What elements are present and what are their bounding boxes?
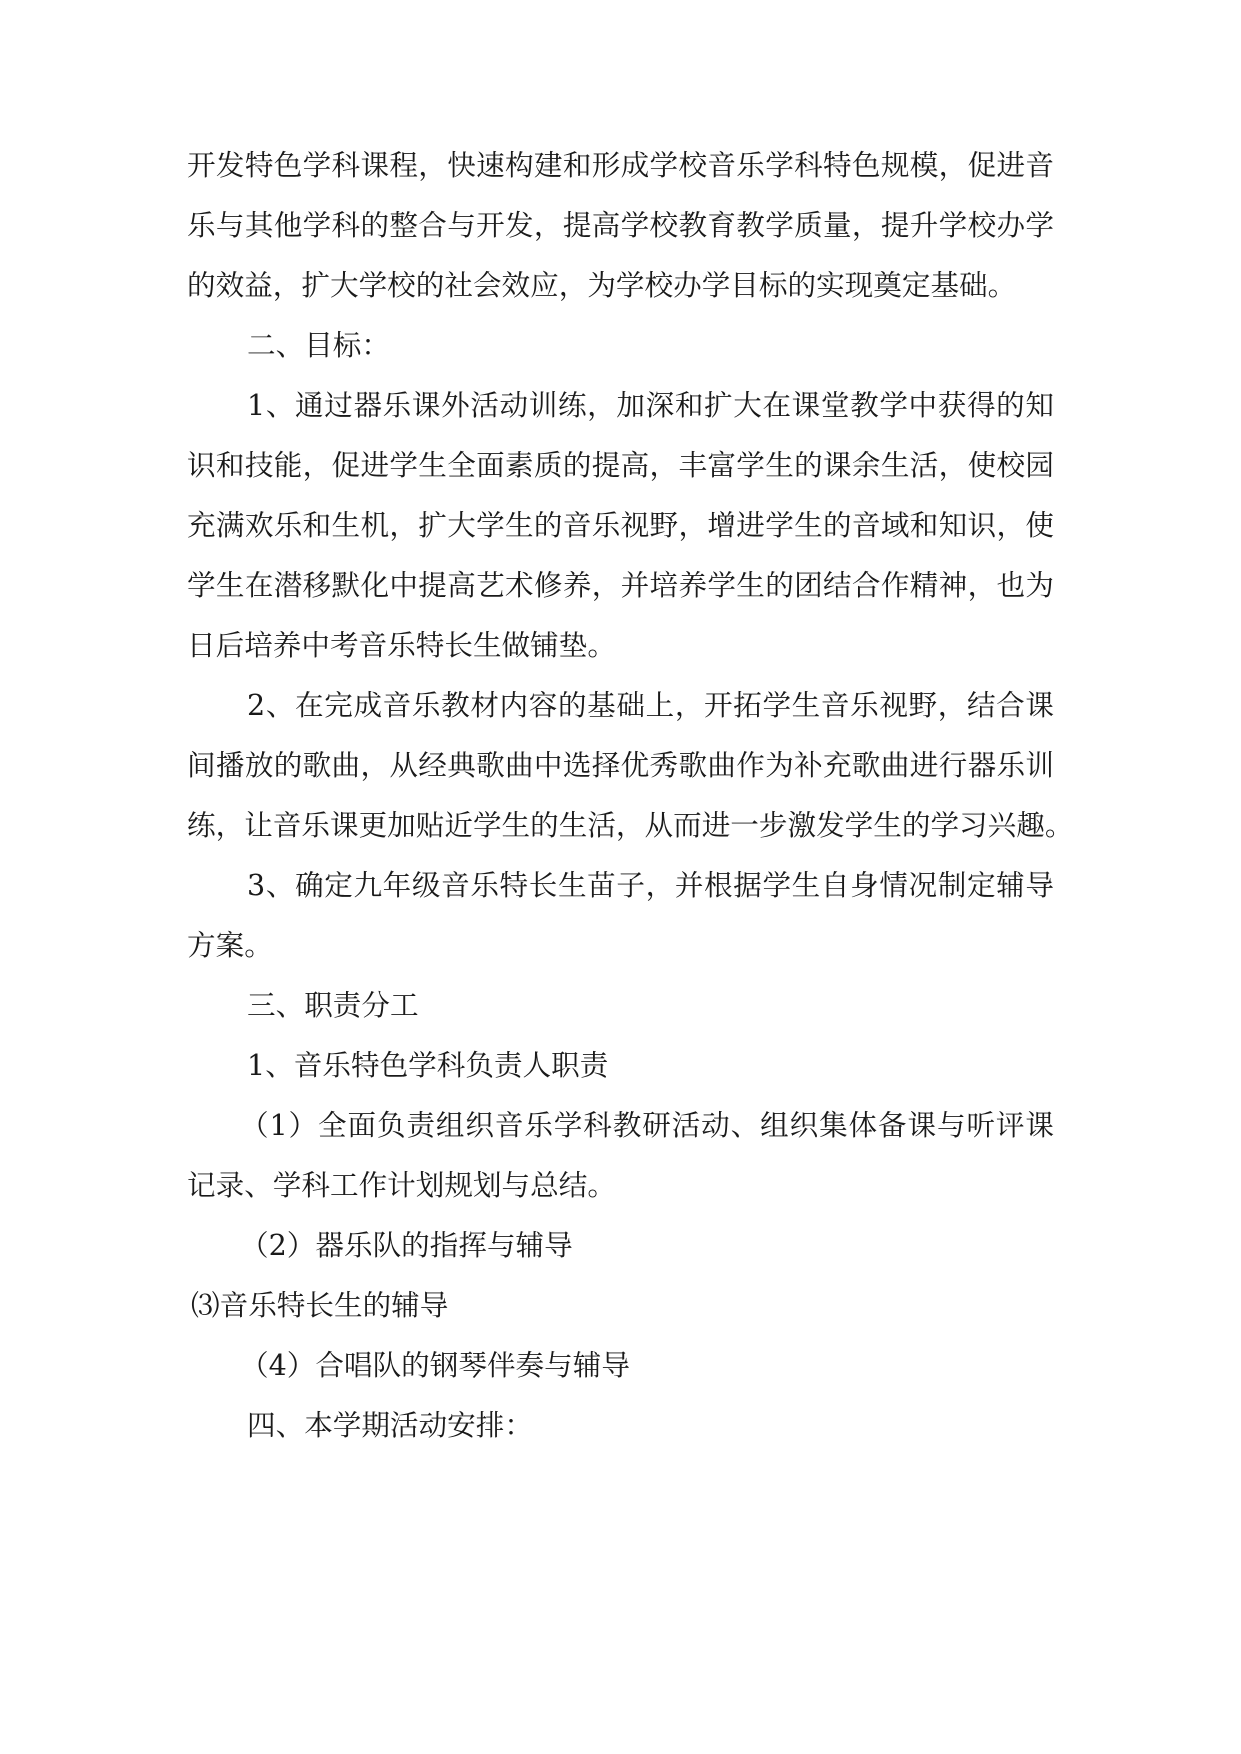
subheading-lead-duties: 1、音乐特色学科负责人职责 <box>247 1048 609 1082</box>
paragraph-line: 方案。 <box>187 928 273 962</box>
paragraph-line: 3、确定九年级音乐特长生苗子，并根据学生自身情况制定辅导 <box>247 868 1054 902</box>
list-item: ⑶音乐特长生的辅导 <box>191 1288 449 1322</box>
paragraph-line: 记录、学科工作计划规划与总结。 <box>187 1168 616 1202</box>
list-item: （1）全面负责组织音乐学科教研活动、组织集体备课与听评课 <box>240 1108 1054 1142</box>
section-heading-duties: 三、职责分工 <box>247 988 419 1022</box>
paragraph-line: 1、通过器乐课外活动训练，加深和扩大在课堂教学中获得的知 <box>247 388 1054 422</box>
paragraph-line: 乐与其他学科的整合与开发，提高学校教育教学质量，提升学校办学 <box>187 208 1054 242</box>
list-item: （4）合唱队的钢琴伴奏与辅导 <box>240 1348 630 1382</box>
list-item: （2）器乐队的指挥与辅导 <box>240 1228 573 1262</box>
paragraph-line: 学生在潜移默化中提高艺术修养，并培养学生的团结合作精神，也为 <box>187 568 1054 602</box>
paragraph-line: 的效益，扩大学校的社会效应，为学校办学目标的实现奠定基础。 <box>187 268 1017 302</box>
section-heading-goals: 二、目标： <box>247 328 390 362</box>
paragraph-line: 练，让音乐课更加贴近学生的生活，从而进一步激发学生的学习兴趣。 <box>187 808 1074 842</box>
paragraph-line: 2、在完成音乐教材内容的基础上，开拓学生音乐视野，结合课 <box>247 688 1054 722</box>
paragraph-line: 间播放的歌曲，从经典歌曲中选择优秀歌曲作为补充歌曲进行器乐训 <box>187 748 1054 782</box>
section-heading-activities: 四、本学期活动安排： <box>247 1408 533 1442</box>
paragraph-line: 开发特色学科课程，快速构建和形成学校音乐学科特色规模，促进音 <box>187 148 1054 182</box>
paragraph-line: 日后培养中考音乐特长生做铺垫。 <box>187 628 616 662</box>
paragraph-line: 充满欢乐和生机，扩大学生的音乐视野，增进学生的音域和知识，使 <box>187 508 1054 542</box>
paragraph-line: 识和技能，促进学生全面素质的提高，丰富学生的课余生活，使校园 <box>187 448 1054 482</box>
